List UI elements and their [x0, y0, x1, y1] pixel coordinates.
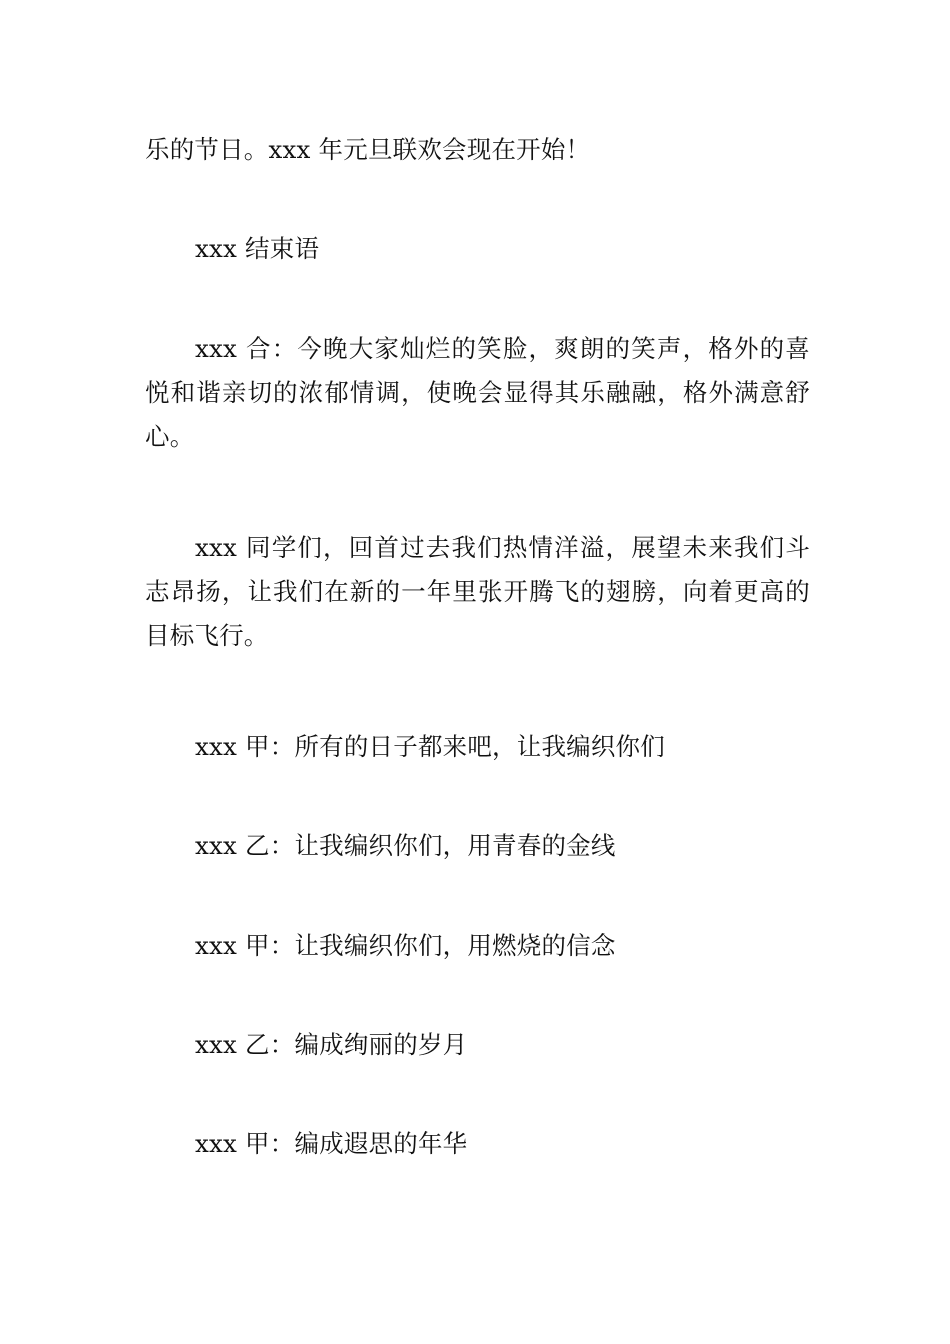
paragraph-jia-line-1: xxx 甲：所有的日子都来吧，让我编织你们 [195, 732, 665, 761]
paragraph-yi-line-2: xxx 乙：编成绚丽的岁月 [195, 1030, 468, 1059]
paragraph-jia-line-2: xxx 甲：让我编织你们，用燃烧的信念 [195, 931, 616, 960]
paragraph-closing-heading: xxx 结束语 [195, 234, 320, 263]
paragraph-classmates-line: xxx 同学们，回首过去我们热情洋溢，展望未来我们斗志昂扬，让我们在新的一年里张开腾飞的翅膀，向着更高的目标飞行。 [145, 533, 810, 650]
paragraph-yi-line-1: xxx 乙：让我编织你们，用青春的金线 [195, 831, 616, 860]
paragraph-together-line: xxx 合：今晚大家灿烂的笑脸，爽朗的笑声，格外的喜悦和谐亲切的浓郁情调，使晚会显得其乐融融，格外满意舒心。 [145, 334, 810, 451]
paragraph-jia-line-3: xxx 甲：编成遐思的年华 [195, 1129, 468, 1158]
paragraph-opening-continuation: 乐的节日。xxx 年元旦联欢会现在开始！ [145, 135, 591, 164]
